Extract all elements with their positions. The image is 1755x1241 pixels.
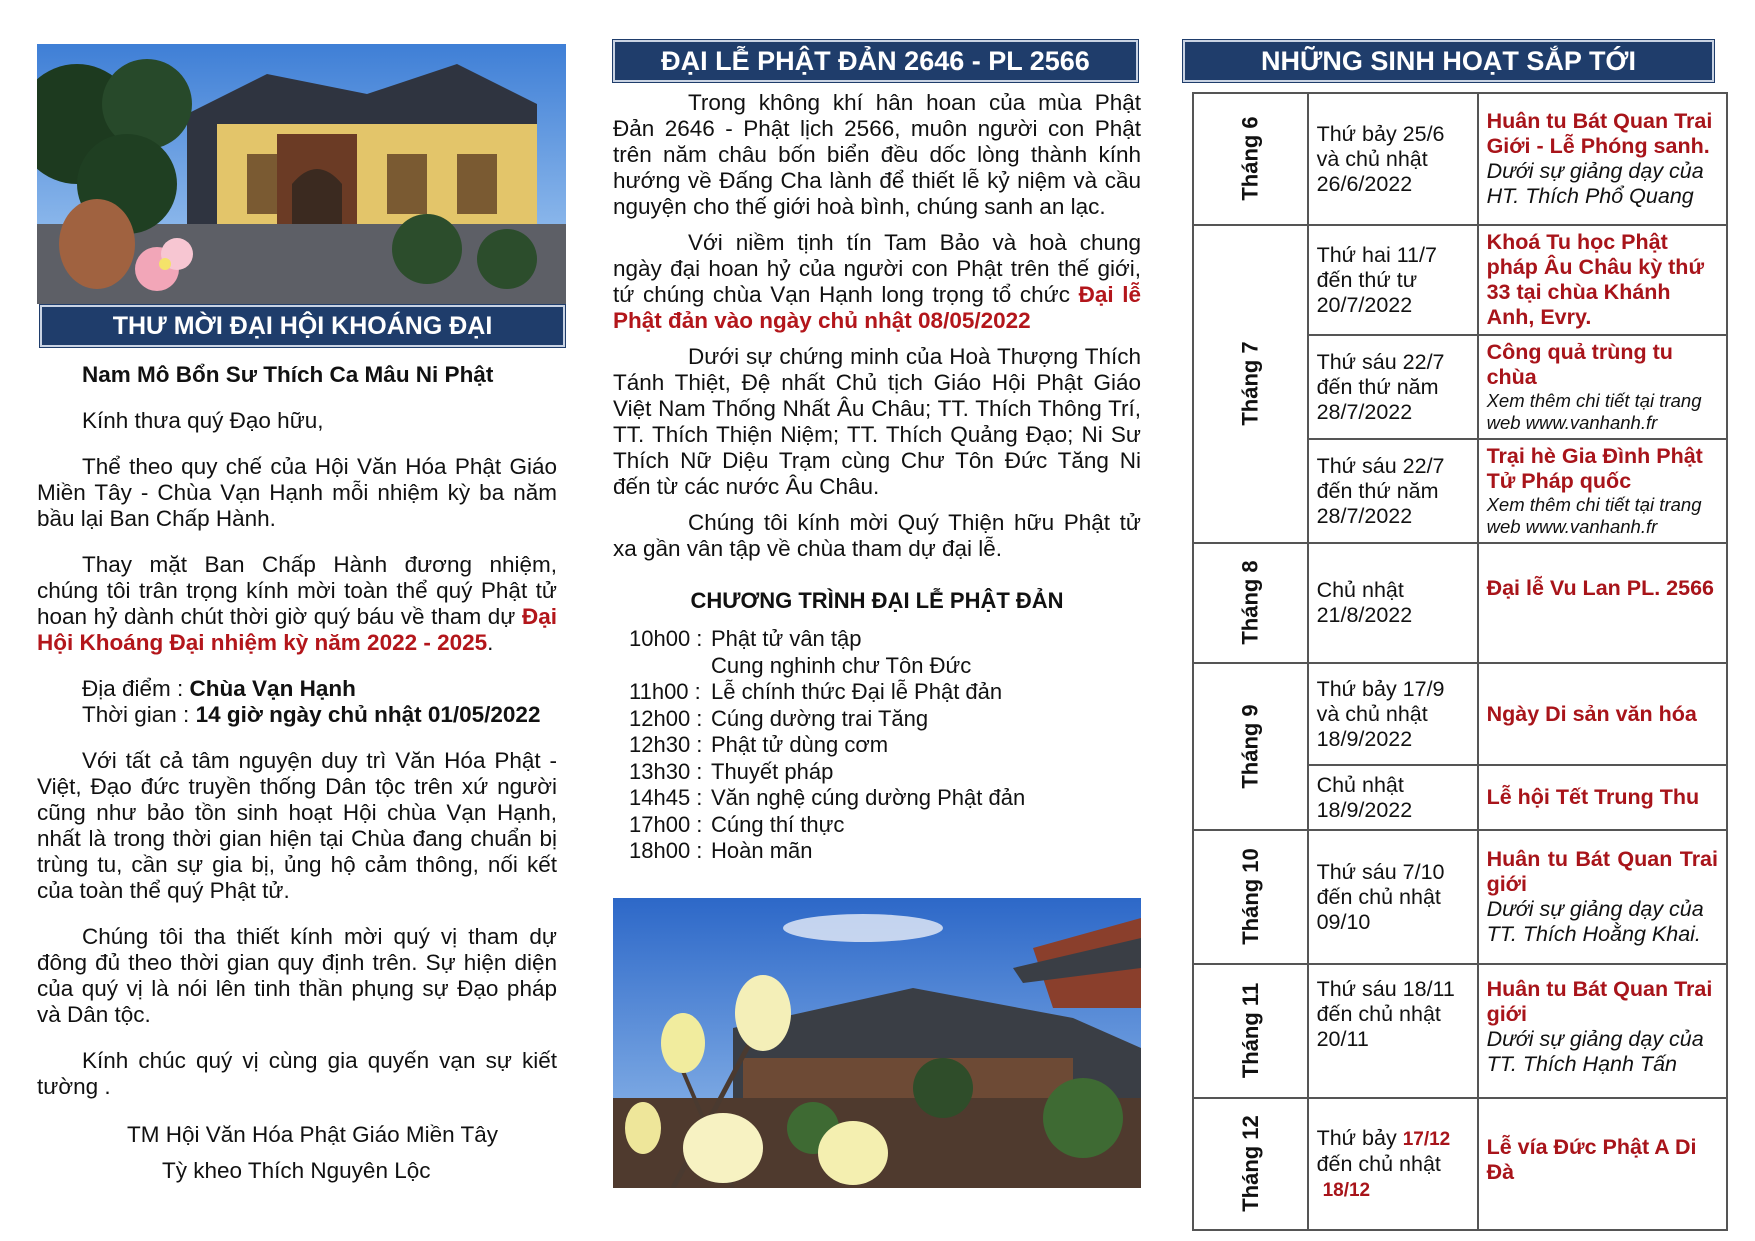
schedule-activity: Cúng thí thực bbox=[711, 811, 845, 837]
event-cell bbox=[1478, 830, 1727, 964]
event-date: Thứ bảy 17/9 và chủ nhật 18/9/2022 bbox=[1308, 663, 1478, 765]
paragraph-1: Thể theo quy chế của Hội Văn Hóa Phật Giáo Miền Tây - Chùa Vạn Hạnh mỗi nhiệm kỳ ba năm bầu lại Ban Chấp Hành. bbox=[37, 454, 557, 531]
event-date: Chủ nhật 21/8/2022 bbox=[1308, 543, 1478, 663]
schedule-activity: Lễ chính thức Đại lễ Phật đản bbox=[711, 679, 1003, 704]
event-title: Huân tu Bát Quan Trai giới bbox=[1486, 847, 1718, 896]
month-label: Tháng 12 bbox=[1237, 1115, 1263, 1212]
table-row bbox=[1193, 1098, 1727, 1230]
month-cell bbox=[1193, 663, 1308, 830]
event-cell bbox=[1478, 225, 1727, 335]
vesak-paragraph-4: Chúng tôi kính mời Quý Thiện hữu Phật tử xa gần vân tập về chùa tham dự đại lễ. bbox=[613, 510, 1141, 561]
paragraph-5: Kính chúc quý vị cùng gia quyến vạn sự kiết tường . bbox=[37, 1048, 557, 1099]
vesak-banner: ĐẠI LỄ PHẬT ĐẢN 2646 - PL 2566 bbox=[613, 40, 1138, 82]
event-cell bbox=[1478, 964, 1727, 1098]
event-title: Khoá Tu học Phật pháp Âu Châu kỳ thứ 33 tại chùa Khánh Anh, Evry. bbox=[1486, 230, 1705, 329]
table-row bbox=[1193, 225, 1727, 335]
event-date: Thứ sáu 18/11 đến chủ nhật 20/11 bbox=[1308, 964, 1478, 1098]
month-label: Tháng 9 bbox=[1237, 703, 1263, 789]
event-cell bbox=[1478, 543, 1727, 663]
greeting-title: Nam Mô Bổn Sư Thích Ca Mâu Ni Phật bbox=[82, 362, 494, 387]
paragraph-2: Thay mặt Ban Chấp Hành đương nhiệm, chúng tôi trân trọng kính mời toàn thể quý Phật tử hoan hỷ dành chút thời giờ quý báu về tham dự Đại Hội Khoáng Đại nhiệm kỳ năm 2022 - 2025. bbox=[37, 552, 557, 655]
table-row bbox=[1193, 543, 1727, 663]
program-title: CHƯƠNG TRÌNH ĐẠI LỄ PHẬT ĐẢN bbox=[690, 588, 1064, 613]
schedule-row bbox=[629, 626, 1141, 653]
month-label: Tháng 10 bbox=[1237, 848, 1263, 945]
temple-courtyard-illustration bbox=[37, 44, 566, 304]
date-highlight: 17/12 bbox=[1402, 1128, 1451, 1150]
location-value: Chùa Vạn Hạnh bbox=[189, 676, 356, 701]
month-label: Tháng 6 bbox=[1237, 116, 1263, 201]
table-row bbox=[1193, 663, 1727, 765]
schedule-time: 18h00 : bbox=[629, 838, 703, 863]
event-note: Dưới sự giảng dạy của TT. Thích Hoằng Khai. bbox=[1486, 897, 1704, 946]
schedule-row bbox=[629, 759, 1141, 786]
date-text: đến chủ nhật bbox=[1316, 1151, 1441, 1176]
schedule-time: 12h30 : bbox=[629, 732, 703, 757]
event-cell bbox=[1478, 93, 1727, 225]
vesak-paragraph-2-text: Với niềm tịnh tín Tam Bảo và hoà chung ngày đại hoan hỷ của người con Phật trên thế giới, tứ chúng chùa Vạn Hạnh long trọng tổ chức bbox=[613, 230, 1141, 307]
event-title: Lễ hội Tết Trung Thu bbox=[1486, 785, 1700, 809]
paragraph-4: Chúng tôi tha thiết kính mời quý vị tham dự đông đủ theo thời gian quy định trên. Sự hiện diện của quý vị là nói lên tinh thần phụng sự Đạo pháp và Dân tộc. bbox=[37, 924, 557, 1027]
schedule-time bbox=[629, 653, 711, 680]
program-schedule bbox=[613, 626, 1141, 865]
event-note: Xem thêm chi tiết tại trang web www.vanhanh.fr bbox=[1486, 390, 1702, 433]
event-note: Dưới sự giảng dạy của HT. Thích Phổ Quang bbox=[1486, 159, 1704, 208]
month-cell bbox=[1193, 964, 1308, 1098]
event-date: Thứ hai 11/7 đến thứ tư 20/7/2022 bbox=[1308, 225, 1478, 335]
schedule-activity: Cung nghinh chư Tôn Đức bbox=[711, 652, 972, 678]
event-cell bbox=[1478, 663, 1727, 765]
event-title: Huân tu Bát Quan Trai Giới - Lễ Phóng sanh. bbox=[1486, 109, 1713, 158]
month-cell bbox=[1193, 830, 1308, 964]
event-title: Công quả trùng tu chùa bbox=[1486, 340, 1673, 389]
magnolia-illustration bbox=[613, 898, 1141, 1188]
invitation-body bbox=[37, 362, 557, 1184]
event-title: Trại hè Gia Đình Phật Tử Pháp quốc bbox=[1486, 444, 1703, 493]
schedule-activity: Cúng dường trai Tăng bbox=[711, 705, 929, 731]
event-title: Ngày Di sản văn hóa bbox=[1486, 701, 1697, 726]
event-note: Xem thêm chi tiết tại trang web www.vanhanh.fr bbox=[1486, 494, 1702, 537]
vesak-date-highlight: Đại lễ Phật đản vào ngày chủ nhật 08/05/2022 bbox=[613, 282, 1142, 333]
vesak-paragraph-3: Dưới sự chứng minh của Hoà Thượng Thích Tánh Thiệt, Đệ nhất Chủ tịch Giáo Hội Phật Giáo Việt Nam Thống Nhất Âu Châu; TT. Thích Thông Trí, TT. Thích Thiện Niệm; TT. Thích Quảng Đạo; Ni Sư Thích Nữ Diệu Trạm cùng Chư Tôn Đức Tăng Ni đến từ các nước Âu Châu. bbox=[613, 344, 1141, 499]
schedule-row bbox=[629, 679, 1141, 706]
congress-highlight: Đại Hội Khoáng Đại nhiệm kỳ năm 2022 - 2025 bbox=[37, 604, 557, 655]
event-cell bbox=[1478, 439, 1727, 543]
vesak-paragraph-1: Trong không khí hân hoan của mùa Phật Đản 2646 - Phật lịch 2566, muôn người con Phật trên năm châu bốn biển đều dốc lòng thành kính hướng về Đấng Cha lành để thiết lễ kỷ niệm và cầu nguyện cho thế giới hoà bình, chúng sanh an lạc. bbox=[613, 90, 1141, 219]
invitation-banner: THƯ MỜI ĐẠI HỘI KHOÁNG ĐẠI bbox=[40, 305, 565, 347]
schedule-row bbox=[629, 706, 1141, 733]
month-cell bbox=[1193, 93, 1308, 225]
month-label: Tháng 11 bbox=[1237, 982, 1263, 1079]
event-date: Chủ nhật 18/9/2022 bbox=[1308, 765, 1478, 830]
table-row bbox=[1193, 964, 1727, 1098]
paragraph-3: Với tất cả tâm nguyện duy trì Văn Hóa Phật - Việt, Đạo đức truyền thống Dân tộc trên xứ người cũng như bảo tồn sinh hoạt Hội chùa Vạn Hạnh, nhất là trong thời gian hiện tại Chùa đang chuẩn bị trùng tu, cần sự gia bị, ủng hộ cảm thông, nối kết của toàn thể quý Phật tử. bbox=[37, 748, 557, 903]
date-highlight: 18/12 bbox=[1322, 1179, 1371, 1201]
schedule-row bbox=[629, 785, 1141, 812]
salutation: Kính thưa quý Đạo hữu, bbox=[82, 408, 324, 433]
event-date: Thứ sáu 22/7 đến thứ năm 28/7/2022 bbox=[1308, 335, 1478, 439]
vesak-body bbox=[613, 90, 1141, 865]
paragraph-2-text: Thay mặt Ban Chấp Hành đương nhiệm, chúng tôi trân trọng kính mời toàn thể quý Phật tử hoan hỷ dành chút thời giờ quý báu về tham dự bbox=[37, 552, 557, 629]
schedule-row bbox=[629, 653, 1141, 680]
schedule-time: 10h00 : bbox=[629, 626, 703, 651]
month-cell bbox=[1193, 225, 1308, 543]
month-label: Tháng 8 bbox=[1237, 560, 1263, 645]
event-date: Thứ sáu 7/10 đến chủ nhật 09/10 bbox=[1308, 830, 1478, 964]
signature-org: TM Hội Văn Hóa Phật Giáo Miền Tây bbox=[127, 1122, 498, 1147]
month-cell bbox=[1193, 1098, 1308, 1230]
event-cell bbox=[1478, 1098, 1727, 1230]
temple-photo-bottom bbox=[613, 898, 1141, 1188]
month-label: Tháng 7 bbox=[1237, 341, 1263, 426]
schedule-activity: Phật tử dùng cơm bbox=[711, 732, 889, 757]
schedule-activity: Phật tử vân tập bbox=[711, 626, 862, 651]
event-note: Dưới sự giảng dạy của TT. Thích Hạnh Tấn bbox=[1486, 1027, 1704, 1076]
schedule-time: 17h00 : bbox=[629, 811, 703, 837]
schedule-activity: Văn nghệ cúng dường Phật đản bbox=[711, 785, 1026, 810]
time-line bbox=[37, 702, 557, 728]
schedule-time: 11h00 : bbox=[629, 679, 701, 704]
upcoming-events-table bbox=[1192, 92, 1728, 1231]
location-line bbox=[37, 676, 557, 702]
event-title: Đại lễ Vu Lan PL. 2566 bbox=[1486, 576, 1715, 600]
upcoming-banner: NHỮNG SINH HOẠT SẮP TỚI bbox=[1183, 40, 1714, 82]
event-title: Huân tu Bát Quan Trai giới bbox=[1486, 977, 1713, 1026]
event-title: Lễ vía Đức Phật A Di Đà bbox=[1486, 1135, 1697, 1184]
event-cell bbox=[1478, 765, 1727, 830]
event-date: Thứ bảy 25/6 và chủ nhật 26/6/2022 bbox=[1308, 93, 1478, 225]
time-value: 14 giờ ngày chủ nhật 01/05/2022 bbox=[195, 702, 541, 727]
event-date bbox=[1308, 1098, 1478, 1230]
signature-name: Tỳ kheo Thích Nguyên Lộc bbox=[162, 1158, 431, 1183]
schedule-time: 12h00 : bbox=[629, 705, 703, 731]
schedule-row bbox=[629, 838, 1141, 865]
location-label: Địa điểm : bbox=[82, 676, 190, 701]
event-cell bbox=[1478, 335, 1727, 439]
event-date: Thứ sáu 22/7 đến thứ năm 28/7/2022 bbox=[1308, 439, 1478, 543]
schedule-row bbox=[629, 732, 1141, 759]
schedule-time: 13h30 : bbox=[629, 758, 703, 784]
temple-photo-top bbox=[37, 44, 566, 304]
time-label: Thời gian : bbox=[82, 702, 196, 727]
month-cell bbox=[1193, 543, 1308, 663]
date-text: Thứ bảy bbox=[1316, 1125, 1403, 1150]
table-row bbox=[1193, 830, 1727, 964]
schedule-time: 14h45 : bbox=[629, 785, 703, 810]
vesak-paragraph-2 bbox=[613, 230, 1141, 334]
schedule-activity: Thuyết pháp bbox=[711, 758, 834, 784]
table-row bbox=[1193, 93, 1727, 225]
schedule-row bbox=[629, 812, 1141, 839]
schedule-activity: Hoàn mãn bbox=[711, 838, 813, 863]
